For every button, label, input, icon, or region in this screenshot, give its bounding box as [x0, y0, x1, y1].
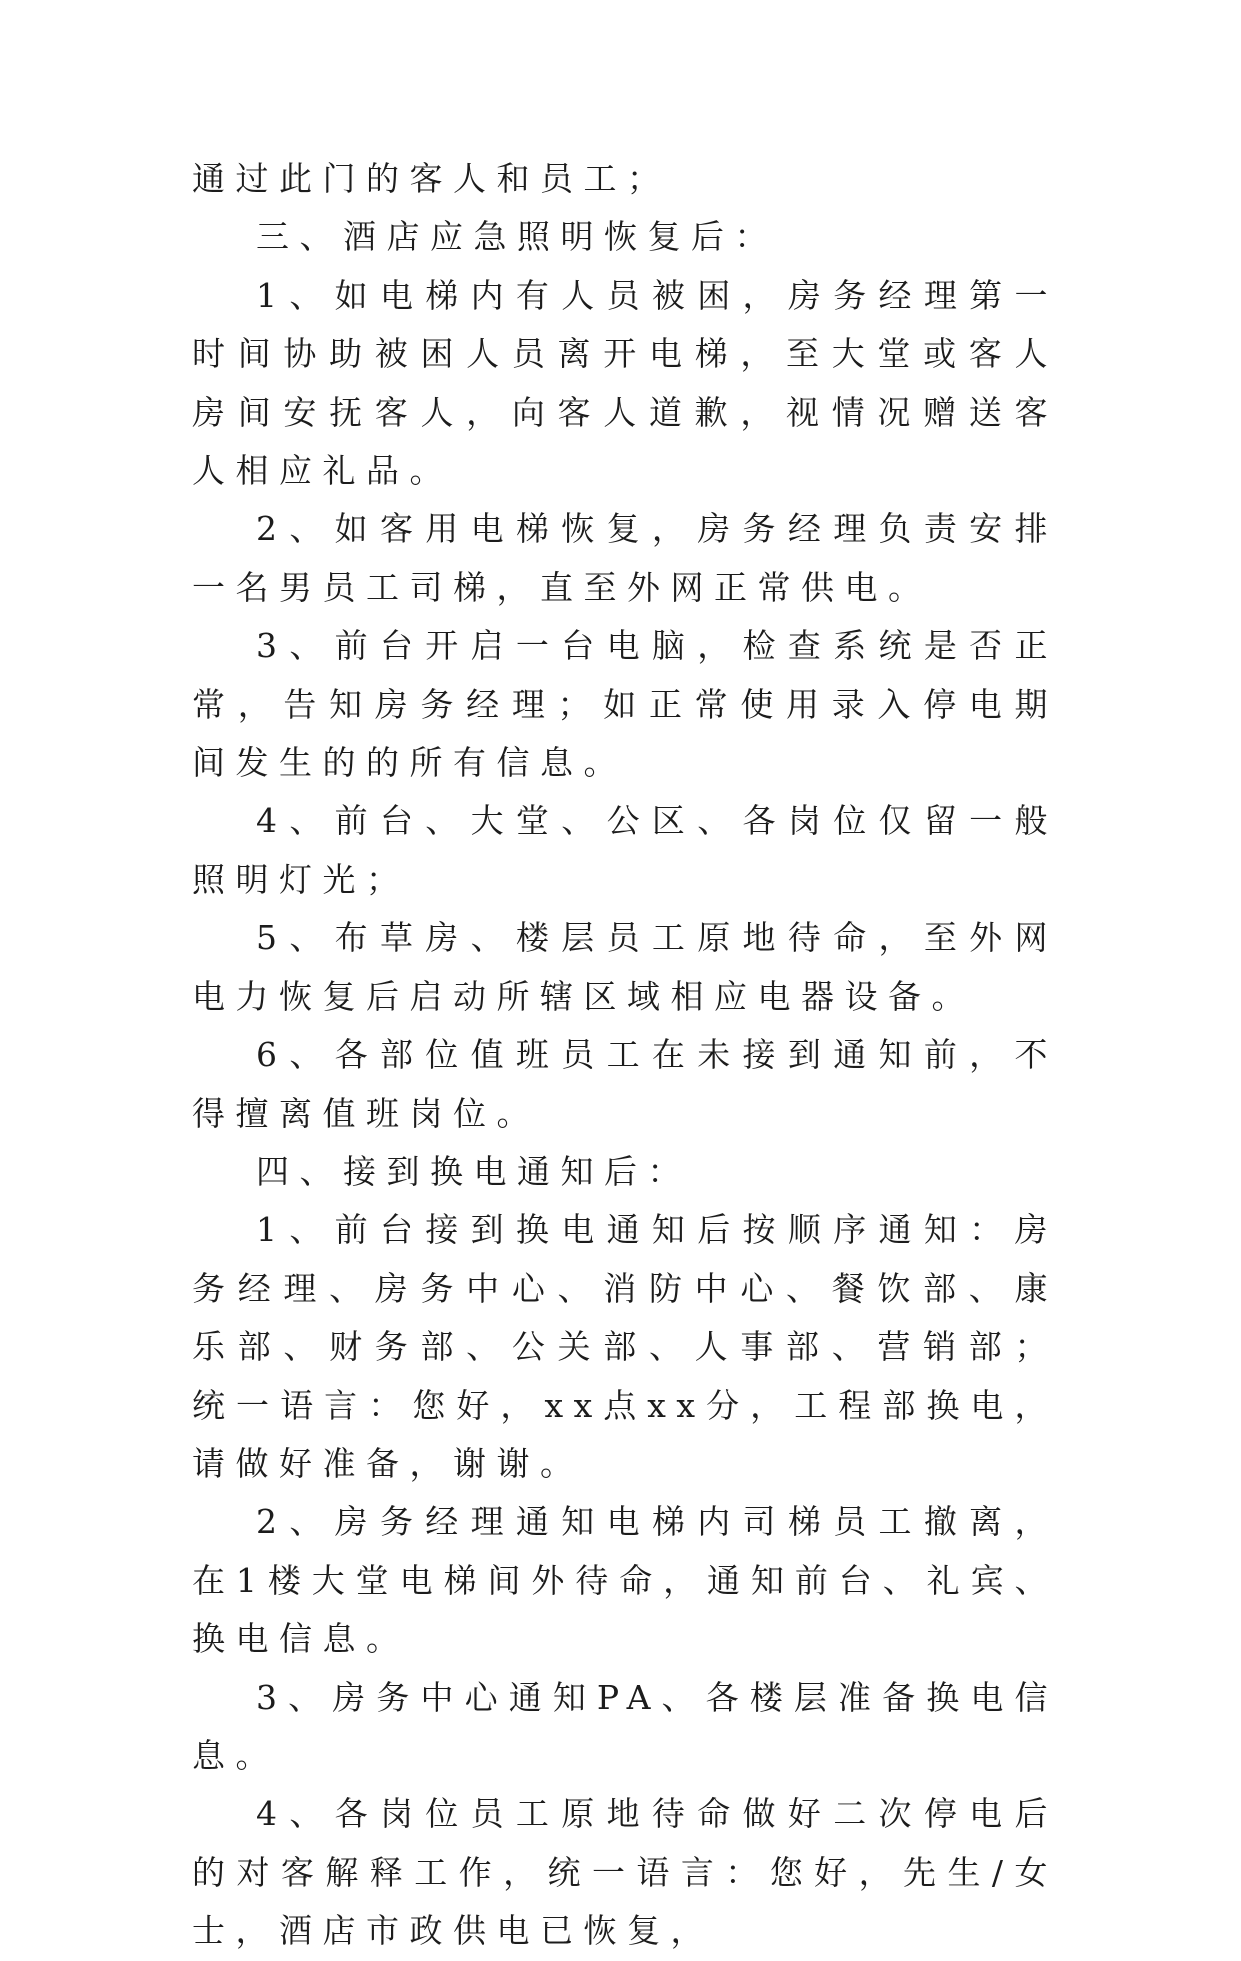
- section-heading-3: 三、酒店应急照明恢复后：: [256, 217, 778, 257]
- paragraph-item: 4、前台、大堂、公区、各岗位仅留一般照明灯光；: [192, 801, 1058, 899]
- paragraph-item: 1、前台接到换电通知后按顺序通知：房务经理、房务中心、消防中心、餐饮部、康乐部、财务部、公关部、人事部、营销部；统一语言：您好，xx点xx分，工程部换电，请做好准备，谢谢。: [192, 1210, 1058, 1483]
- paragraph-item: 6、各部位值班员工在未接到通知前，不得擅离值班岗位。: [192, 1035, 1058, 1133]
- paragraph-item: 3、房务中心通知PA、各楼层准备换电信息。: [192, 1677, 1058, 1775]
- paragraph-continuation: 通过此门的客人和员工；: [192, 159, 671, 198]
- section-heading-4: 四、接到换电通知后：: [256, 1151, 691, 1191]
- paragraph-item: 4、各岗位员工原地待命做好二次停电后的对客解释工作，统一语言：您好，先生/女士，酒店市政供电已恢复，: [192, 1794, 1058, 1951]
- paragraph-item: 1、如电梯内有人员被困，房务经理第一时间协助被困人员离开电梯，至大堂或客人房间安抚客人，向客人道歉，视情况赠送客人相应礼品。: [192, 275, 1058, 491]
- paragraph-item: 5、布草房、楼层员工原地待命，至外网电力恢复后启动所辖区域相应电器设备。: [192, 918, 1058, 1016]
- document-body: [192, 150, 1058, 1961]
- paragraph-item: 2、房务经理通知电梯内司梯员工撤离，在1楼大堂电梯间外待命，通知前台、礼宾、换电信息。: [192, 1502, 1058, 1659]
- paragraph-item: 2、如客用电梯恢复，房务经理负责安排一名男员工司梯，直至外网正常供电。: [192, 509, 1058, 607]
- paragraph-item: 3、前台开启一台电脑，检查系统是否正常，告知房务经理；如正常使用录入停电期间发生的的所有信息。: [192, 626, 1058, 783]
